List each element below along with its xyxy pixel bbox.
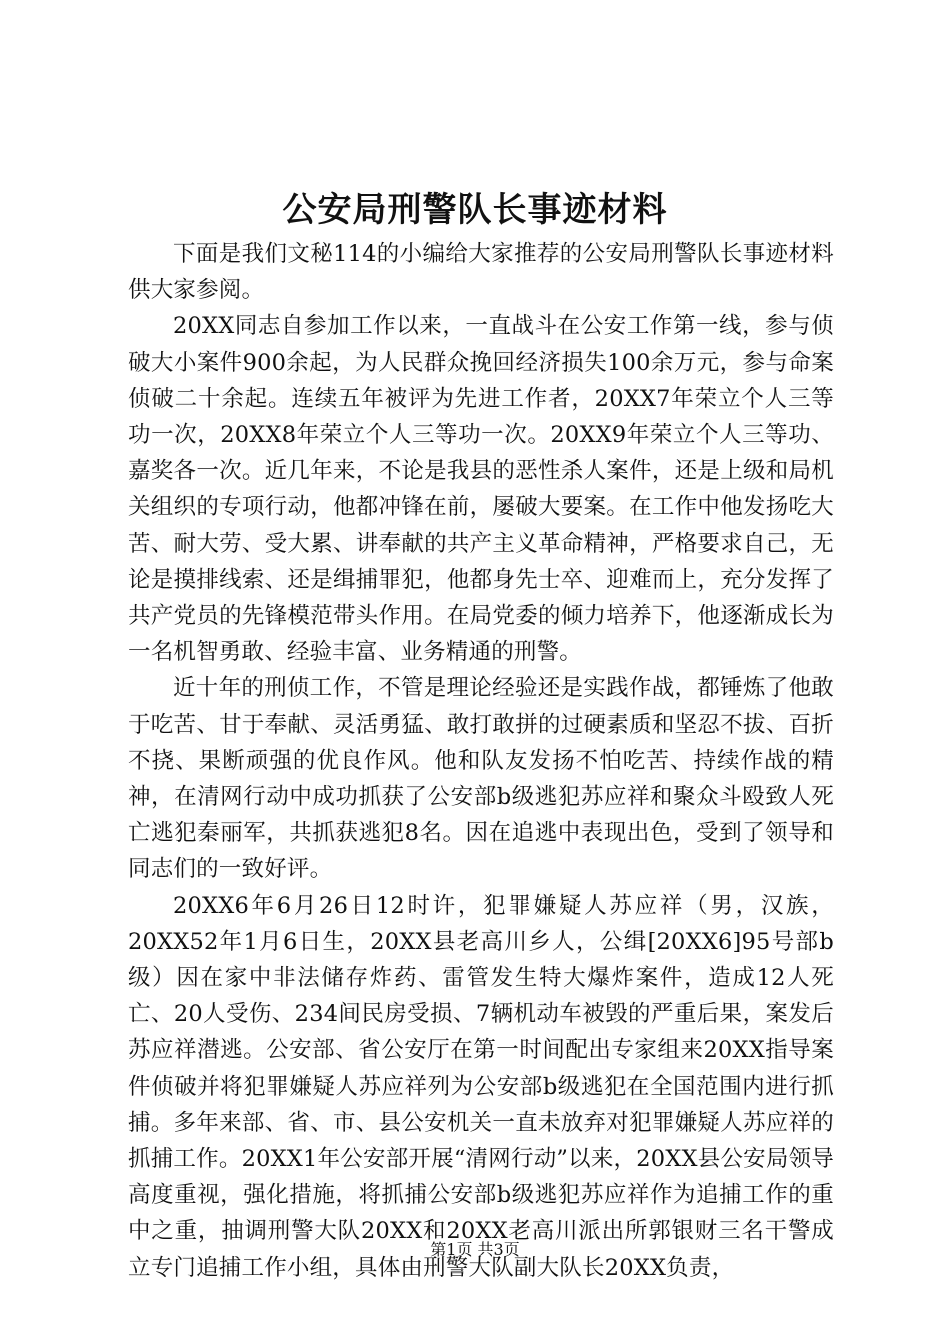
paragraph-case: 20XX6年6月26日12时许，犯罪嫌疑人苏应祥（男，汉族，20XX52年1月6日生，20XX县老高川乡人，公缉[20XX6]95号部b级）因在家中非法储存炸药、雷管发生特大爆炸案件，造成12人死亡、20人受伤、234间民房受损、7辆机动车被毁的严重后果，案发后苏应祥潜逃。公安部、省公安厅在第一时间配出专家组来20XX指导案件侦破并将犯罪嫌疑人苏应祥列为公安部b级逃犯在全国范围内进行抓捕。多年来部、省、市、县公安机关一直未放弃对犯罪嫌疑人苏应祥的抓捕工作。20XX1年公安部开展“清网行动”以来，20XX县公安局领导高度重视，强化措施，将抓捕公安部b级逃犯苏应祥作为追捕工作的重中之重，抽调刑警大队20XX和20XX老高川派出所郭银财三名干警成立专门追捕工作小组，具体由刑警大队副大队长20XX负责， (128, 892, 834, 1281)
page-footer: 第1页 共3页 (430, 1240, 520, 1259)
document-title: 公安局刑警队长事迹材料 (282, 190, 668, 230)
paragraph-intro: 下面是我们文秘114的小编给大家推荐的公安局刑警队长事迹材料供大家参阅。 (128, 241, 834, 304)
document-body (128, 236, 834, 1286)
paragraph-career: 20XX同志自参加工作以来，一直战斗在公安工作第一线，参与侦破大小案件900余起，为人民群众挽回经济损失100余万元，参与命案侦破二十余起。连续五年被评为先进工作者，20XX7年荣立个人三等功一次，20XX8年荣立个人三等功一次。20XX9年荣立个人三等功、嘉奖各一次。近几年来，不论是我县的恶性杀人案件，还是上级和局机关组织的专项行动，他都冲锋在前，屡破大要案。在工作中他发扬吃大苦、耐大劳、受大累、讲奉献的共产主义革命精神，严格要求自己，无论是摸排线索、还是缉捕罪犯，他都身先士卒、迎难而上，充分发挥了共产党员的先锋模范带头作用。在局党委的倾力培养下，他逐渐成长为一名机智勇敢、经验丰富、业务精通的刑警。 (128, 313, 834, 666)
paragraph-investigation: 近十年的刑侦工作，不管是理论经验还是实践作战，都锤炼了他敢于吃苦、甘于奉献、灵活勇猛、敢打敢拼的过硬素质和坚忍不拔、百折不挠、果断顽强的优良作风。他和队友发扬不怕吃苦、持续作战的精神，在清网行动中成功抓获了公安部b级逃犯苏应祥和聚众斗殴致人死亡逃犯秦丽军，共抓获逃犯8名。因在追逃中表现出色，受到了领导和同志们的一致好评。 (128, 675, 834, 883)
